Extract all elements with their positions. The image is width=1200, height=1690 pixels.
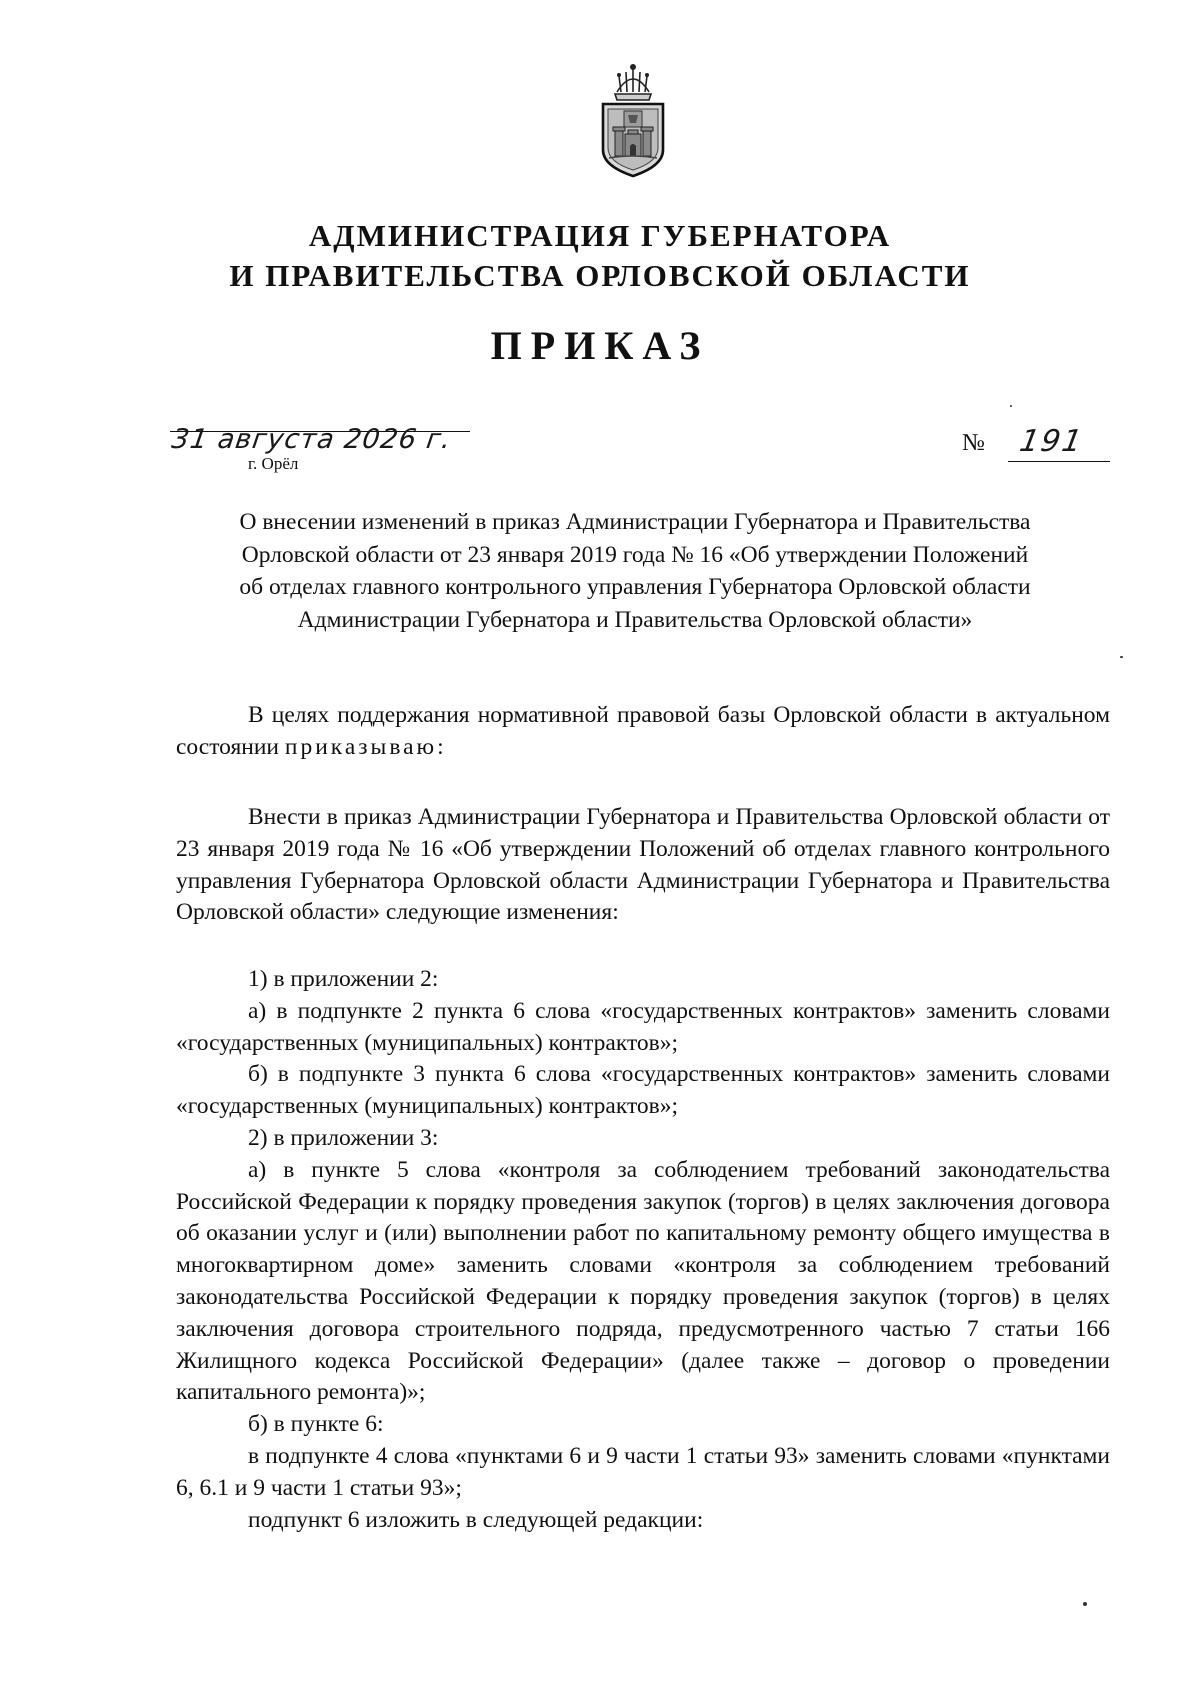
coat-of-arms-emblem — [597, 62, 669, 178]
list-item: подпункт 6 изложить в следующей редакции: — [248, 1506, 704, 1533]
issuer-title-line-1: АДМИНИСТРАЦИЯ ГУБЕРНАТОРА — [308, 218, 892, 253]
subject-line: О внесении изменений в приказ Администрации Губернатора и Правительства — [239, 509, 1031, 535]
amendments-list — [176, 964, 1110, 1536]
scan-speck — [1010, 405, 1012, 407]
intro-block — [176, 802, 1110, 929]
number-label: № — [962, 430, 985, 456]
handwritten-date: 31 августа 2026 г. — [169, 424, 454, 455]
issuer-title-line-2: И ПРАВИТЕЛЬСТВА ОРЛОВСКОЙ ОБЛАСТИ — [229, 258, 971, 293]
order-subject — [160, 506, 1110, 636]
subject-line: Администрации Губернатора и Правительства Орловской области» — [297, 606, 973, 633]
intro-paragraph: Внести в приказ Администрации Губернатора и Правительства Орловской области от 23 января 2019 года № 16 «Об утверждении Положений об отделах главного контрольного управления Губернатора Орловской области Администрации Губернатора и Правительства Орловской области» следующие изменения: — [176, 804, 1110, 926]
city-label: г. Орёл — [248, 454, 299, 473]
scan-speck — [1083, 1602, 1087, 1606]
document-type-title: ПРИКАЗ — [490, 323, 710, 368]
subject-line: Орловской области от 23 января 2019 года № 16 «Об утверждении Положений — [241, 541, 1029, 568]
preamble-text: В целях поддержания нормативной правовой базы Орловской области в актуальном состоянии — [176, 702, 1110, 760]
handwritten-number: 191 — [1016, 424, 1087, 459]
preamble-directive: приказываю: — [284, 733, 447, 760]
scan-speck — [1120, 656, 1123, 658]
preamble-paragraph — [176, 700, 1110, 764]
preamble-block — [176, 700, 1110, 764]
list-item: б) в пункте 6: — [248, 1411, 384, 1438]
number-underline — [1008, 460, 1110, 462]
list-item: 1) в приложении 2: — [248, 966, 439, 992]
list-item: б) в подпункте 3 пункта 6 слова «государственных контрактов» заменить словами «государственных (муниципальных) контрактов»; — [176, 1061, 1110, 1120]
subject-line: об отделах главного контрольного управления Губернатора Орловской области — [239, 574, 1031, 600]
list-item: а) в пункте 5 слова «контроля за соблюдением требований законодательства Российской Федерации к порядку проведения закупок (торгов) в целях заключения договора об оказании услуг и (или) выполнении работ по капитальному ремонту общего имущества в многоквартирном доме» заменить словами «контроля за соблюдением требований законодательства Российской Федерации к порядку проведения закупок (торгов) в целях заключения договора строительного подряда, предусмотренного частью 7 статьи 166 Жилищного кодекса Российской Федерации» (далее также – договор о проведении капитального ремонта)»; — [176, 1156, 1110, 1406]
list-item: а) в подпункте 2 пункта 6 слова «государственных контрактов» заменить словами «государственных (муниципальных) контрактов»; — [176, 997, 1110, 1056]
list-item: 2) в приложении 3: — [248, 1124, 439, 1151]
list-item: в подпункте 4 слова «пунктами 6 и 9 части 1 статьи 93» заменить словами «пунктами 6, 6.1 и 9 части 1 статьи 93»; — [176, 1442, 1110, 1501]
